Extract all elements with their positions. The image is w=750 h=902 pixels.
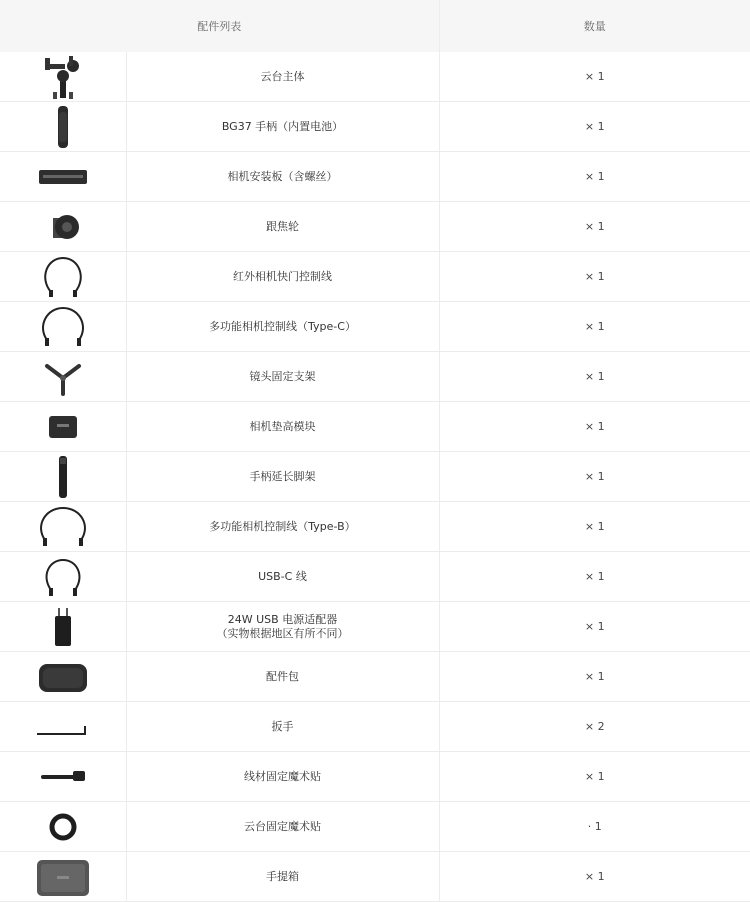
image-cell	[0, 802, 126, 852]
image-cell	[0, 552, 126, 602]
item-quantity: × 1	[439, 102, 750, 152]
item-quantity: × 1	[439, 552, 750, 602]
image-cell	[0, 352, 126, 402]
focus-wheel-icon	[33, 204, 93, 250]
item-quantity: × 1	[439, 502, 750, 552]
table-row	[0, 252, 750, 302]
mounting-plate-icon	[33, 154, 93, 200]
item-name: 跟焦轮	[126, 202, 439, 252]
item-name: 相机垫高模块	[126, 402, 439, 452]
table-row	[0, 602, 750, 652]
image-cell	[0, 202, 126, 252]
table-row	[0, 52, 750, 102]
item-name-note: （实物根据地区有所不同）	[216, 626, 349, 640]
ir-shutter-cable-icon	[33, 254, 93, 300]
multicam-cable-typeb-icon	[33, 504, 93, 550]
item-name-cell	[126, 602, 439, 652]
table-row	[0, 502, 750, 552]
item-name: BG37 手柄（内置电池）	[126, 102, 439, 152]
table-row	[0, 102, 750, 152]
image-cell	[0, 52, 126, 102]
carrying-case-icon	[33, 854, 93, 900]
lens-support-icon	[33, 354, 93, 400]
table-header-row	[0, 0, 750, 52]
table-row	[0, 152, 750, 202]
table-row	[0, 652, 750, 702]
item-name: 配件包	[126, 652, 439, 702]
cable-strap-icon	[33, 754, 93, 800]
image-cell	[0, 452, 126, 502]
table-row	[0, 552, 750, 602]
table-row	[0, 302, 750, 352]
item-name: 多功能相机控制线（Type-B）	[126, 502, 439, 552]
image-cell	[0, 602, 126, 652]
handle-grip-icon	[33, 104, 93, 150]
header-accessory-list: 配件列表	[0, 0, 439, 52]
item-name: 线材固定魔术贴	[126, 752, 439, 802]
table-row	[0, 752, 750, 802]
image-cell	[0, 152, 126, 202]
image-cell	[0, 252, 126, 302]
gimbal-main-icon	[33, 54, 93, 100]
item-name: 云台固定魔术贴	[126, 802, 439, 852]
item-name: 24W USB 电源适配器	[227, 612, 338, 626]
riser-block-icon	[33, 404, 93, 450]
item-name: 扳手	[126, 702, 439, 752]
item-name: USB-C 线	[126, 552, 439, 602]
table-row	[0, 402, 750, 452]
image-cell	[0, 502, 126, 552]
item-quantity: × 1	[439, 252, 750, 302]
table-row	[0, 202, 750, 252]
item-quantity: × 1	[439, 52, 750, 102]
wrench-icon	[33, 704, 93, 750]
item-name: 相机安装板（含螺丝）	[126, 152, 439, 202]
multicam-cable-typec-icon	[33, 304, 93, 350]
extended-tripod-icon	[33, 454, 93, 500]
image-cell	[0, 852, 126, 902]
item-quantity: × 1	[439, 852, 750, 902]
image-cell	[0, 302, 126, 352]
table-row	[0, 702, 750, 752]
header-quantity: 数量	[439, 0, 750, 52]
item-quantity: × 1	[439, 602, 750, 652]
usb-c-cable-icon	[33, 554, 93, 600]
table-row	[0, 352, 750, 402]
item-quantity: × 1	[439, 202, 750, 252]
item-quantity: × 1	[439, 752, 750, 802]
image-cell	[0, 702, 126, 752]
table-row	[0, 802, 750, 852]
image-cell	[0, 752, 126, 802]
item-name: 手柄延长脚架	[126, 452, 439, 502]
item-name: 镜头固定支架	[126, 352, 439, 402]
item-quantity: × 1	[439, 352, 750, 402]
item-quantity: × 1	[439, 452, 750, 502]
accessory-bag-icon	[33, 654, 93, 700]
item-name: 手提箱	[126, 852, 439, 902]
image-cell	[0, 652, 126, 702]
item-quantity: × 2	[439, 702, 750, 752]
power-adapter-icon	[33, 604, 93, 650]
image-cell	[0, 102, 126, 152]
table-row	[0, 452, 750, 502]
item-quantity: × 1	[439, 652, 750, 702]
item-quantity: × 1	[439, 152, 750, 202]
item-name: 多功能相机控制线（Type-C）	[126, 302, 439, 352]
image-cell	[0, 402, 126, 452]
item-name: 红外相机快门控制线	[126, 252, 439, 302]
item-quantity: · 1	[439, 802, 750, 852]
item-quantity: × 1	[439, 402, 750, 452]
item-quantity: × 1	[439, 302, 750, 352]
table-row	[0, 852, 750, 902]
item-name: 云台主体	[126, 52, 439, 102]
gimbal-strap-icon	[33, 804, 93, 850]
